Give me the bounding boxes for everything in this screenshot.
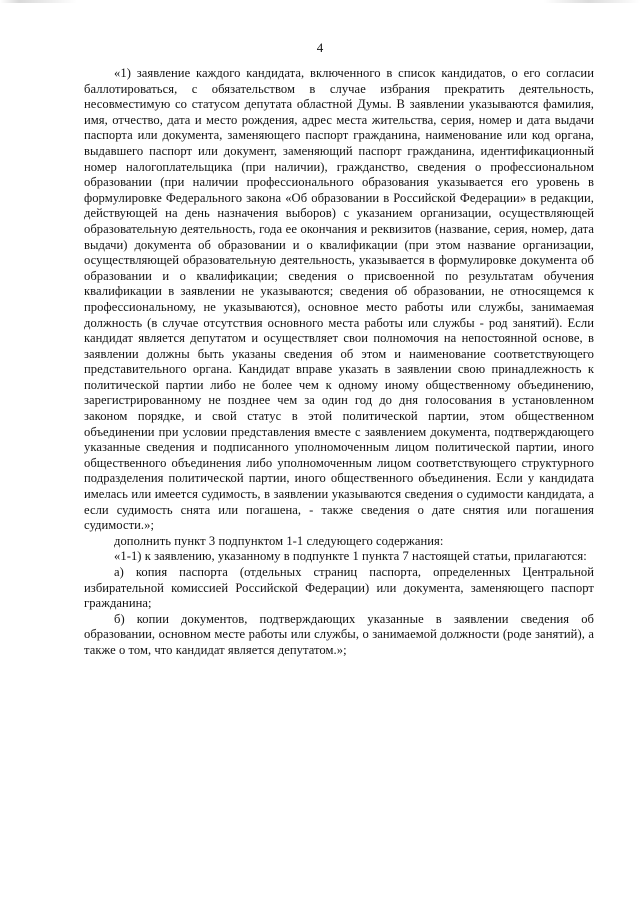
paragraph-candidate-statement: «1) заявление каждого кандидата, включенного в список кандидатов, о его согласии баллотироваться, с обязательством в случае избрания прекратить деятельность, несовместимую со статусом депутата областной Думы. В заявлении указываются фамилия, имя, отчество, дата и место рождения, адрес места жительства, серия, номер и дата выдачи паспорта или документа, заменяющего паспорт гражданина, наименование или код органа, выдавшего паспорт или документ, заменяющий паспорт гражданина, идентификационный номер налогоплательщика (при наличии), гражданство, сведения о профессиональном образовании (при наличии профессионального образования указывается его уровень в формулировке Федерального закона «Об образовании в Российской Федерации» в редакции, действующей на день назначения выборов) с указанием организации, осуществляющей образовательную деятельность, года ее окончания и реквизитов (название, серия, номер, дата выдачи) документа об образовании и о квалификации (при этом название организации, осуществляющей образовательную деятельность, указывается в формулировке документа об образовании и о квалификации; сведения о присвоенной по результатам обучения квалификации в заявлении не указываются; сведения об образовании, не относящемся к профессиональному, не указываются), основное место работы или службы, занимаемая должность (в случае отсутствия основного места работы или службы - род занятий). Если кандидат является депутатом и осуществляет свои полномочия на непостоянной основе, в заявлении должны быть указаны сведения об этом и наименование соответствующего представительного органа. Кандидат вправе указать в заявлении свою принадлежность к политической партии либо не более чем к одному иному общественному объединению, зарегистрированному не позднее чем за один год до дня голосования в установленном законом порядке, и свой статус в этой политической партии, этом общественном объединении при условии представления вместе с заявлением документа, подтверждающего указанные сведения и подписанного уполномоченным лицом политической партии, иного общественного объединения либо уполномоченным лицом соответствующего структурного подразделения политической партии, иного общественного объединения. Если у кандидата имелась или имеется судимость, в заявлении указываются сведения о судимости кандидата, а если судимость снята или погашена, - также сведения о дате снятия или погашения судимости.»; xyxy=(84,66,594,533)
scan-edge-mark xyxy=(0,0,640,3)
page-number: 4 xyxy=(316,40,324,55)
paragraph-item-a: а) копия паспорта (отдельных страниц паспорта, определенных Центральной избирательной комиссией Российской Федерации) или документа, заменяющего паспорт гражданина; xyxy=(84,565,594,611)
paragraph-subclause-1-1: «1-1) к заявлению, указанному в подпункте 1 пункта 7 настоящей статьи, прилагаются: xyxy=(114,549,587,564)
paragraph-amendment-intro: дополнить пункт 3 подпунктом 1-1 следующего содержания: xyxy=(114,533,444,548)
paragraph-item-b: б) копии документов, подтверждающих указанные в заявлении сведения об образовании, основном месте работы или службы, о занимаемой должности (роде занятий), а также о том, что кандидат является депутатом.»; xyxy=(84,611,594,657)
document-body xyxy=(84,66,594,659)
